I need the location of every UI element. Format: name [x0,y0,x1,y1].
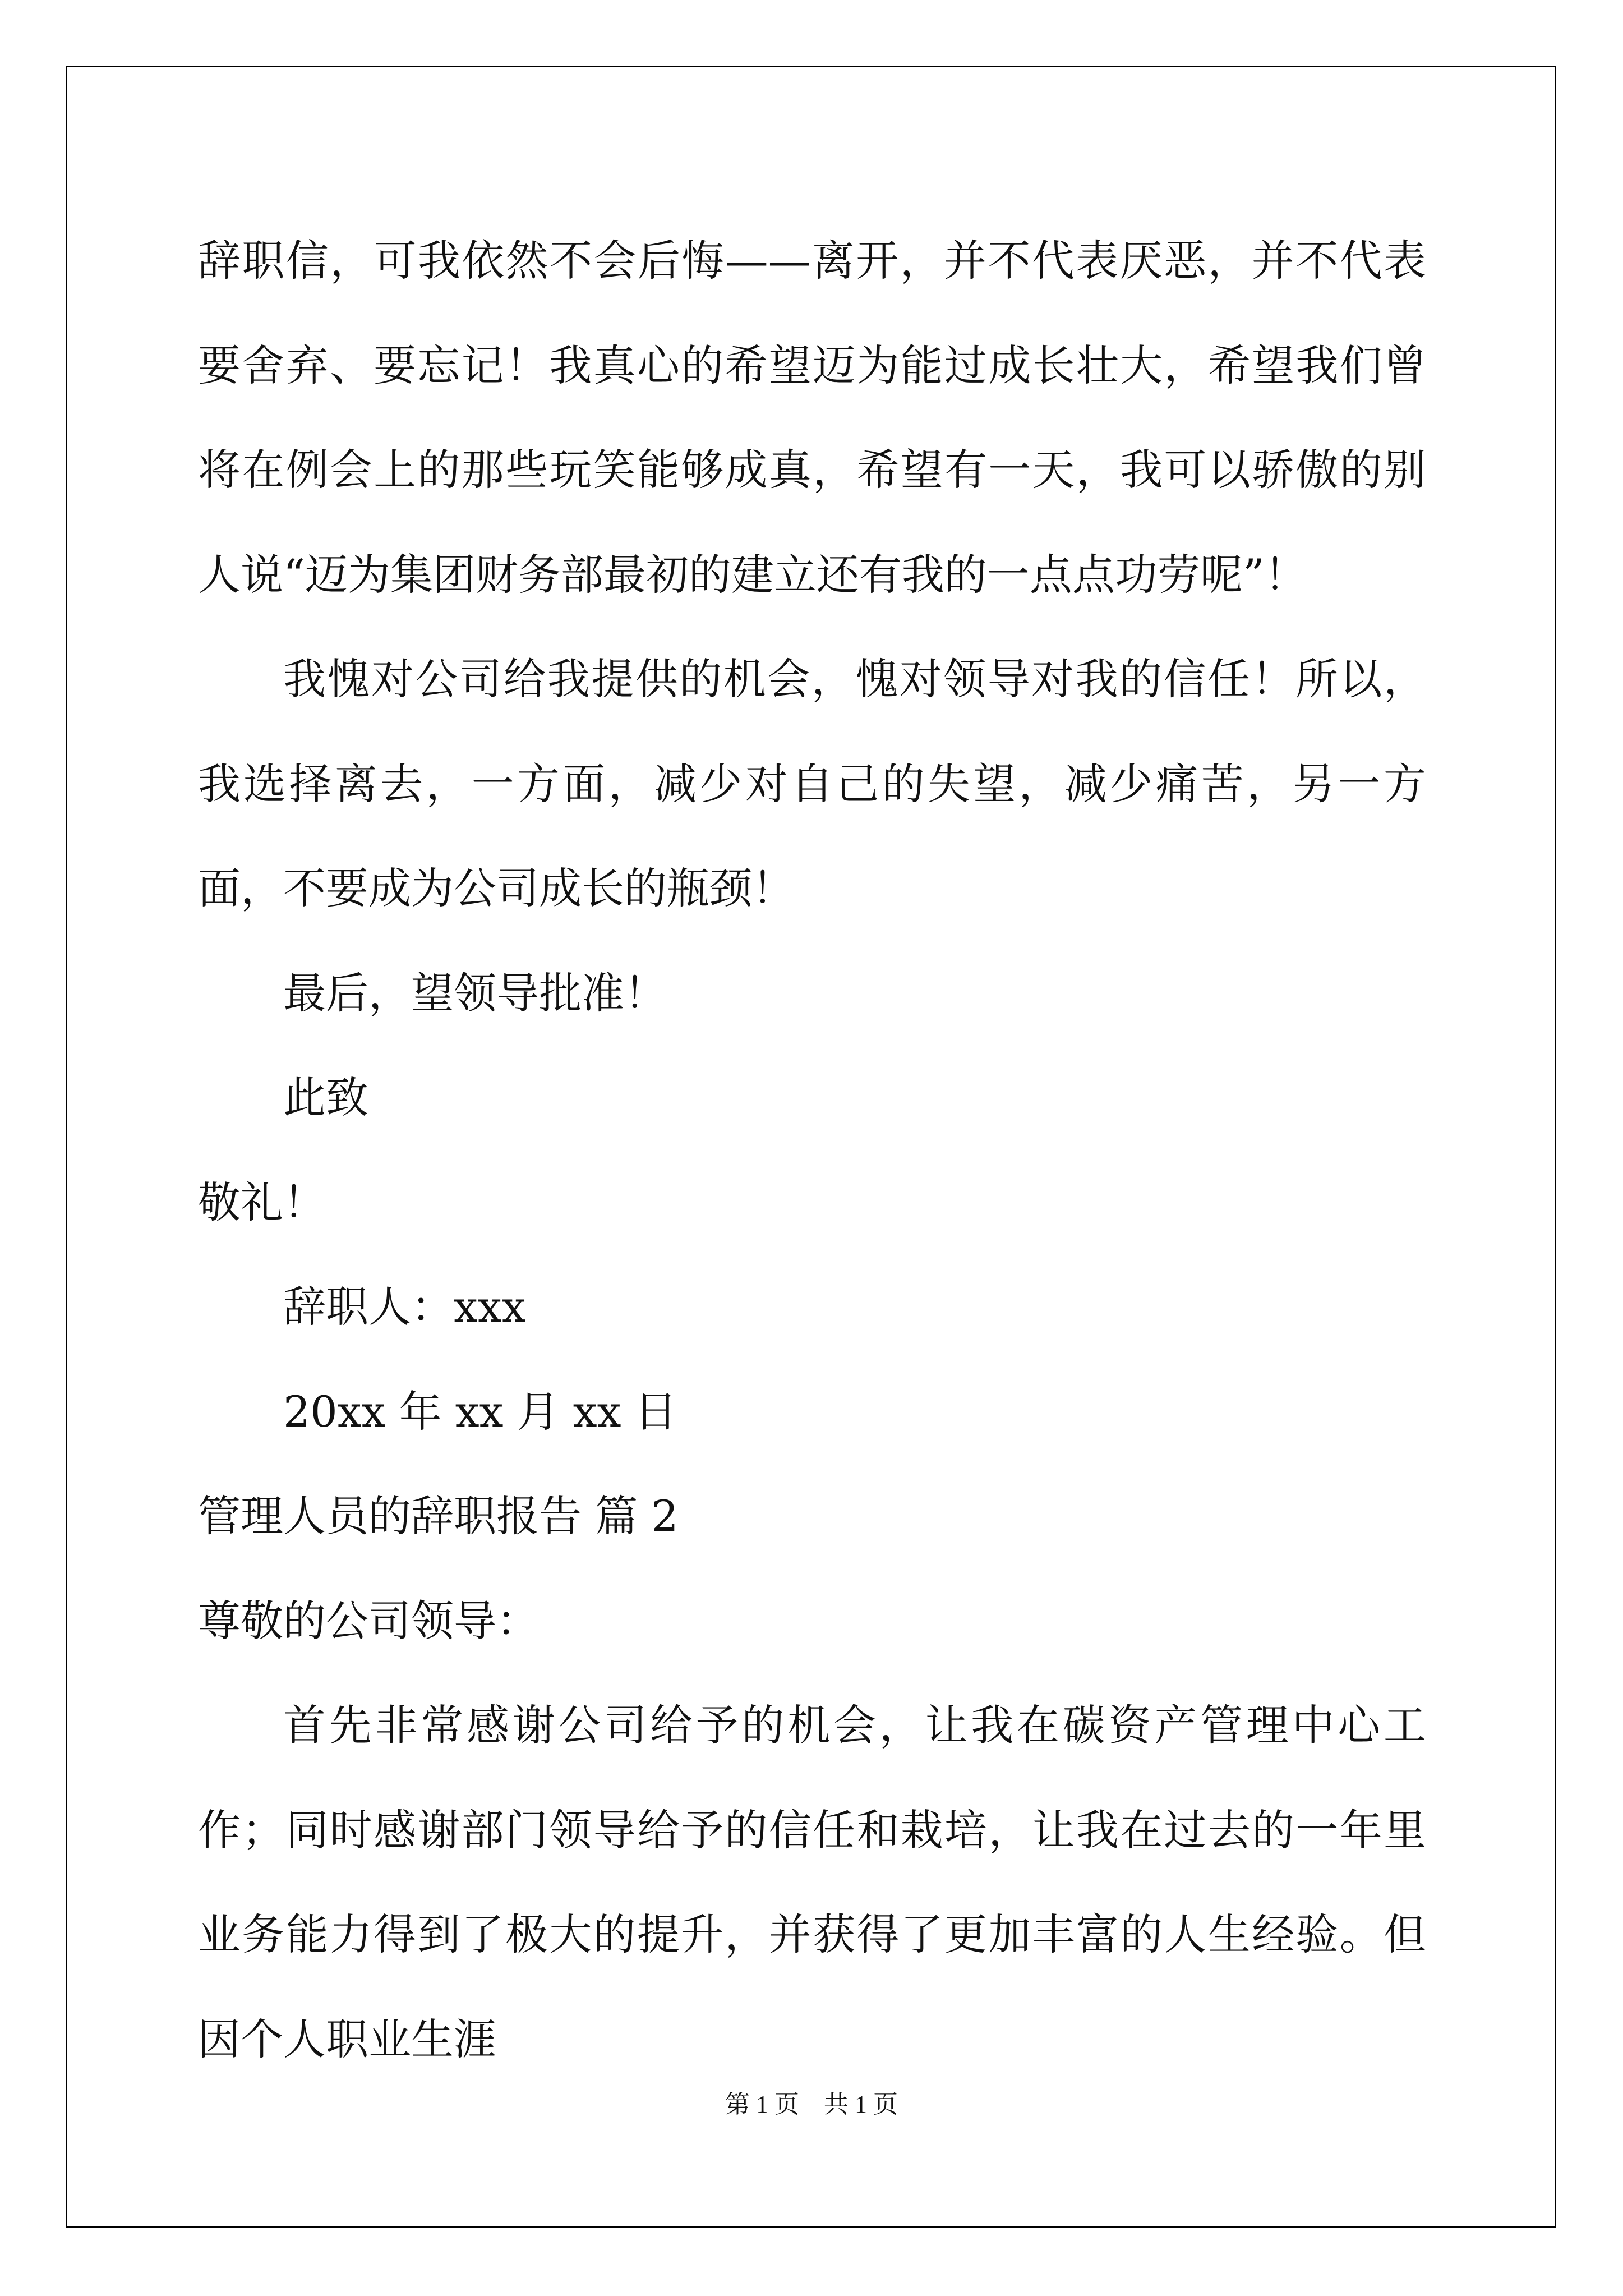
closing-cizhi: 此致 [283,1073,368,1122]
signer-line: 辞职人：xxx [283,1282,526,1332]
document-body [198,209,1426,2092]
salutation: 尊敬的公司领导： [198,1595,539,1646]
paragraph-thanks: 首先非常感谢公司给予的机会，让我在碳资产管理中心工作；同时感谢部门领导给予的信任和栽培，让我在过去的一年里业务能力得到了极大的提升，并获得了更加丰富的人生经验。但因个人职业生涯 [198,1700,1426,2064]
page-footer: 第 1 页 共 1 页 [725,2091,898,2118]
section-heading-2: 管理人员的辞职报告 篇 2 [198,1491,679,1541]
paragraph-shame: 我愧对公司给我提供的机会，愧对领导对我的信任！所以，我选择离去，一方面，减少对自己的失望，减少痛苦，另一方面，不要成为公司成长的瓶颈！ [198,654,1426,913]
date-line: 20xx 年 xx 月 xx 日 [283,1386,677,1437]
closing-jingli: 敬礼！ [198,1177,326,1227]
paragraph-continuation: 辞职信，可我依然不会后悔——离开，并不代表厌恶，并不代表要舍弃、要忘记！我真心的希望迈为能过成长壮大，希望我们曾将在例会上的那些玩笑能够成真，希望有一天，我可以骄傲的别人说“迈为集团财务部最初的建立还有我的一点点功劳呢”！ [198,236,1426,600]
paragraph-request-approval: 最后，望领导批准！ [283,968,667,1018]
